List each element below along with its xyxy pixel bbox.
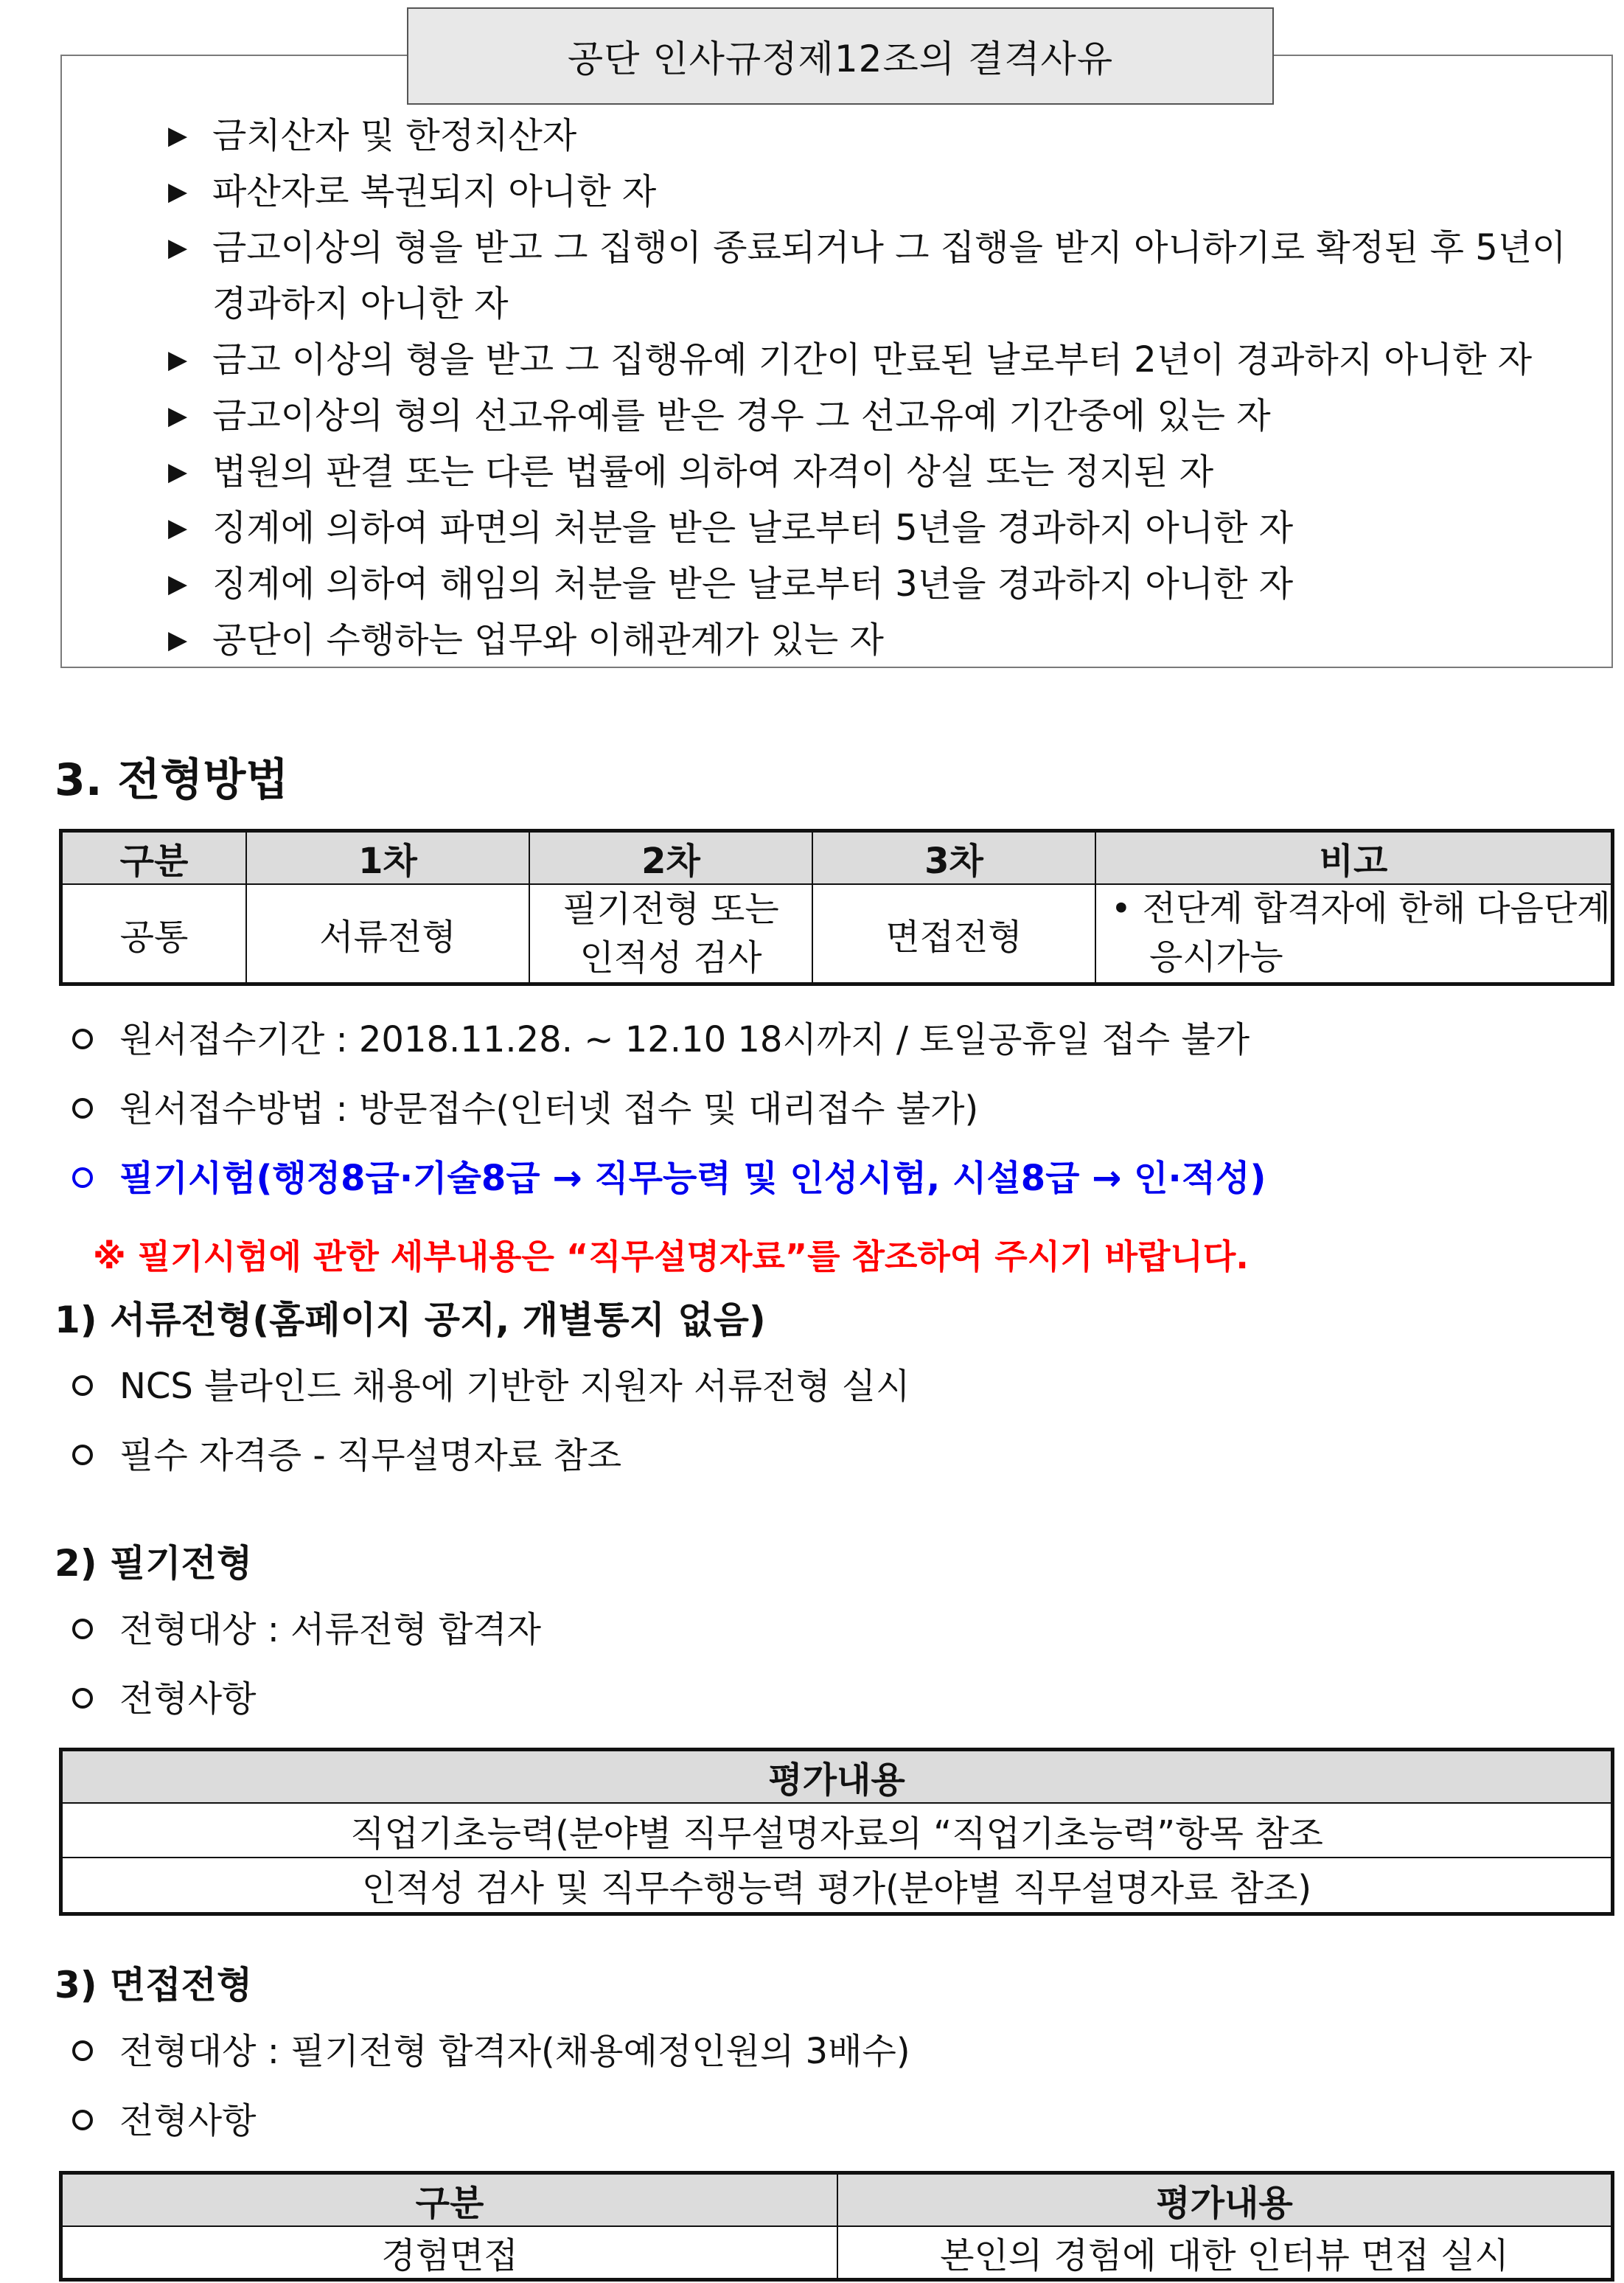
table-cell: 직업기초능력(분야별 직무설명자료의 “직업기초능력”항목 참조 <box>61 1803 1613 1858</box>
cell-line: 응시가능 <box>1149 937 1283 978</box>
note-text: ※ 필기시험에 관한 세부내용은 “직무설명자료”를 참조하여 주시기 바랍니다. <box>93 1237 1249 1276</box>
bullet-line: NCS 블라인드 채용에 기반한 지원자 서류전형 실시 <box>72 1358 910 1414</box>
interview-table <box>59 2171 1614 2282</box>
cell-line: 필기전형 또는 <box>562 889 779 930</box>
bullet-line: 전형사항 <box>72 2093 256 2149</box>
cell-line: • 전단계 합격자에 한해 다음단계 <box>1111 889 1611 929</box>
table-row <box>61 1803 1613 1858</box>
table-header: 2차 <box>529 831 812 885</box>
table-cell: 공통 <box>61 884 247 984</box>
triangle-bullet-icon: ▶ <box>168 177 188 206</box>
circle-bullet-icon <box>72 1375 93 1396</box>
table-header: 구분 <box>61 831 247 885</box>
table-cell: 서류전형 <box>246 884 529 984</box>
disqualification-box: ▶ 금치산자 및 한정치산자 ▶ 파산자로 복권되지 아니한 자 ▶ 금고이상의 형을 받고 그 집행이 종료되거나 그 집행을 받지 아니하기로 확정된 후 5년이 경과하지 아니한 자 ▶ 금고 이상의 형을 받고 그 집행유예 기간이 만료된 날로부터 2년이 경과하지 아니한 자 ▶ 금고이상의 형의 선고유예를 받은 경우 그 선고유예 기간중에 있는 자 ▶ 법원의 판결 또는 다른 법률에 의하여 자격이 상실 또는 정지된 자 ▶ 징계에 의하여 파면의 처분을 받은 날로부터 5년을 경과하지 아니한 자 ▶ 징계에 의하여 해임의 처분을 받은 날로부터 3년을 경과하지 아니한 자 ▶ 공단이 수행하는 업무와 이해관계가 있는 자 <box>60 55 1613 668</box>
triangle-bullet-icon: ▶ <box>168 457 188 487</box>
table-header: 비고 <box>1095 831 1613 885</box>
triangle-bullet-icon: ▶ <box>168 569 188 599</box>
circle-bullet-icon <box>72 1619 93 1639</box>
triangle-bullet-icon: ▶ <box>168 625 188 655</box>
table-row <box>61 2226 1613 2280</box>
written-exam-table <box>59 1748 1614 1916</box>
subsection-heading: 3) 면접전형 <box>55 1964 253 2006</box>
table-header: 평가내용 <box>61 1750 1613 1804</box>
bullet-line: 전형대상 : 필기전형 합격자(채용예정인원의 3배수) <box>72 2023 910 2079</box>
table-header: 구분 <box>61 2173 838 2227</box>
bullet-line: 필수 자격증 - 직무설명자료 참조 <box>72 1428 621 1484</box>
circle-bullet-icon <box>72 1029 93 1049</box>
circle-bullet-icon <box>72 1098 93 1119</box>
table-cell: 면접전형 <box>812 884 1095 984</box>
table-cell <box>1095 884 1613 984</box>
subsection-heading: 1) 서류전형(홈페이지 공지, 개별통지 없음) <box>55 1299 766 1341</box>
circle-bullet-icon <box>72 1445 93 1465</box>
triangle-bullet-icon: ▶ <box>168 513 188 543</box>
bullet-line: 원서접수기간 : 2018.11.28. ~ 12.10 18시까지 / 토일공휴일 접수 불가 <box>72 1012 1250 1068</box>
circle-bullet-icon <box>72 2110 93 2130</box>
disqualification-title: 공단 인사규정제12조의 결격사유 <box>407 7 1274 105</box>
bullet-line: 전형대상 : 서류전형 합격자 <box>72 1602 541 1658</box>
table-cell: 인적성 검사 및 직무수행능력 평가(분야별 직무설명자료 참조) <box>61 1858 1613 1914</box>
cell-line: 인적성 검사 <box>579 937 762 979</box>
triangle-bullet-icon: ▶ <box>168 345 188 375</box>
circle-bullet-icon <box>72 1167 93 1188</box>
subsection-heading: 2) 필기전형 <box>55 1542 253 1585</box>
triangle-bullet-icon: ▶ <box>168 401 188 431</box>
table-cell: 경험면접 <box>61 2226 838 2280</box>
table-row <box>61 884 1613 984</box>
bullet-line-highlight: 필기시험(행정8급·기술8급 → 직무능력 및 인성시험, 시설8급 → 인·적성) <box>72 1150 1266 1206</box>
table-header: 3차 <box>812 831 1095 885</box>
table-row <box>61 1858 1613 1914</box>
list-item-continuation: 경과하지 아니한 자 <box>212 283 509 324</box>
section-heading: 3. 전형방법 <box>55 754 289 806</box>
table-cell: 본인의 경험에 대한 인터뷰 면접 실시 <box>837 2226 1613 2280</box>
triangle-bullet-icon: ▶ <box>168 121 188 150</box>
triangle-bullet-icon: ▶ <box>168 233 188 263</box>
table-cell <box>529 884 812 984</box>
bullet-line: 전형사항 <box>72 1671 256 1727</box>
bullet-line: 원서접수방법 : 방문접수(인터넷 접수 및 대리접수 불가) <box>72 1081 978 1137</box>
circle-bullet-icon <box>72 1688 93 1709</box>
selection-method-table <box>59 829 1614 986</box>
table-header: 평가내용 <box>837 2173 1613 2227</box>
circle-bullet-icon <box>72 2040 93 2061</box>
table-header: 1차 <box>246 831 529 885</box>
